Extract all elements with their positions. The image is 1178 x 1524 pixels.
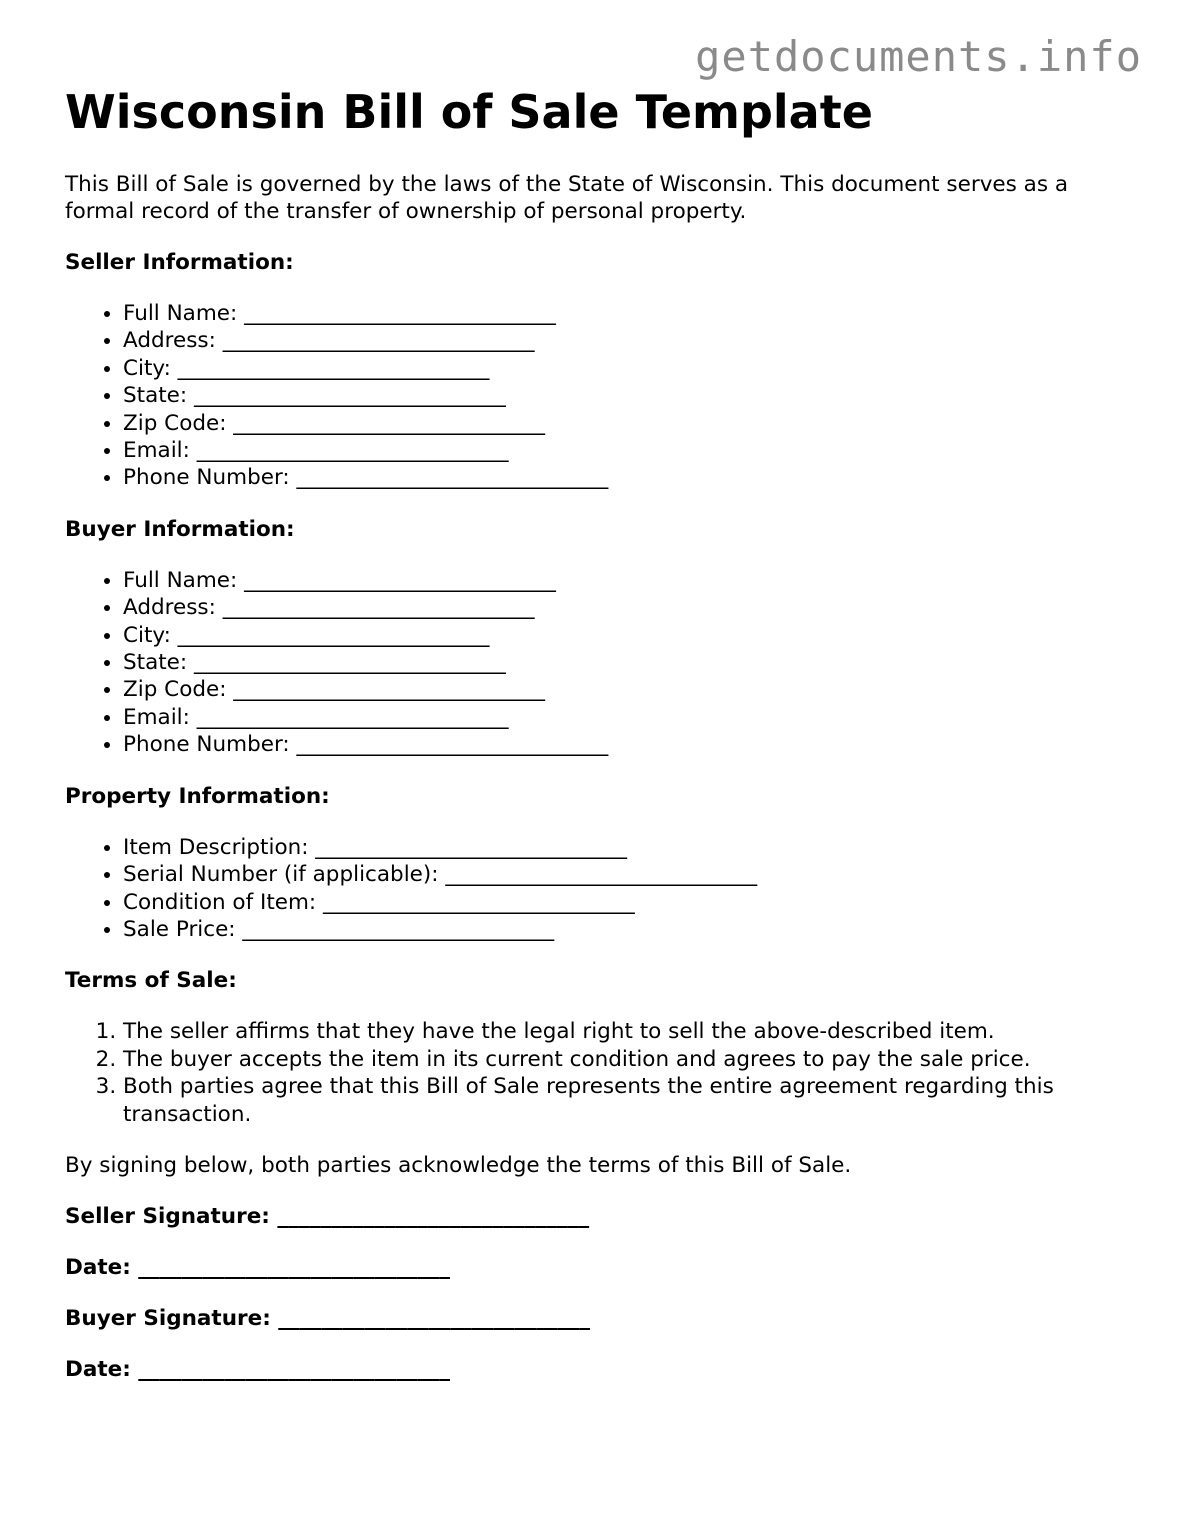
seller-phone-field: • Phone Number: _____________________________ [123,464,1125,491]
item-description-field: • Item Description: _____________________________ [123,834,1125,861]
watermark: getdocuments.info [695,32,1142,81]
terms-list [65,1018,1125,1128]
buyer-fields-list [65,567,1125,759]
term-item: 2. The buyer accepts the item in its current condition and agrees to pay the sale price. [123,1046,1125,1073]
seller-section-heading: Seller Information: [65,250,294,275]
buyer-section-heading: Buyer Information: [65,516,295,542]
condition-field: • Condition of Item: _____________________________ [123,889,1125,916]
seller-address-field: • Address: _____________________________ [123,327,1125,354]
page-title: Wisconsin Bill of Sale Template [65,85,873,139]
seller-state-field: • State: _____________________________ [123,382,1125,409]
sale-price-field: • Sale Price: _____________________________ [123,916,1125,943]
buyer-zip-field: • Zip Code: _____________________________ [123,676,1125,703]
seller-full-name-field: • Full Name: _____________________________ [123,300,1125,327]
terms-section-heading: Terms of Sale: [65,968,237,994]
buyer-email-field: • Email: _____________________________ [123,704,1125,731]
intro-paragraph: This Bill of Sale is governed by the laws of the State of Wisconsin. This document serves as a formal record of the transfer of ownership of personal property. [65,172,1069,224]
buyer-date-line: Date: _____________________________ [65,1356,451,1382]
buyer-signature-line: Buyer Signature: _____________________________ [65,1305,591,1331]
term-item: 3. Both parties agree that this Bill of Sale represents the entire agreement regarding this transaction. [123,1073,1125,1128]
buyer-address-field: • Address: _____________________________ [123,594,1125,621]
buyer-state-field: • State: _____________________________ [123,649,1125,676]
buyer-phone-field: • Phone Number: _____________________________ [123,731,1125,758]
seller-zip-field: • Zip Code: _____________________________ [123,410,1125,437]
seller-date-line: Date: _____________________________ [65,1254,451,1280]
seller-city-field: • City: _____________________________ [123,355,1125,382]
closing-statement: By signing below, both parties acknowledge the terms of this Bill of Sale. [65,1152,852,1178]
buyer-city-field: • City: _____________________________ [123,622,1125,649]
serial-number-field: • Serial Number (if applicable): _____________________________ [123,861,1125,888]
seller-email-field: • Email: _____________________________ [123,437,1125,464]
seller-fields-list [65,300,1125,492]
document-page [65,84,1125,1383]
property-section-heading: Property Information: [65,783,330,809]
buyer-full-name-field: • Full Name: _____________________________ [123,567,1125,594]
seller-signature-line: Seller Signature: _____________________________ [65,1203,590,1229]
property-fields-list [65,834,1125,944]
term-item: 1. The seller affirms that they have the legal right to sell the above-described item. [123,1018,1125,1045]
